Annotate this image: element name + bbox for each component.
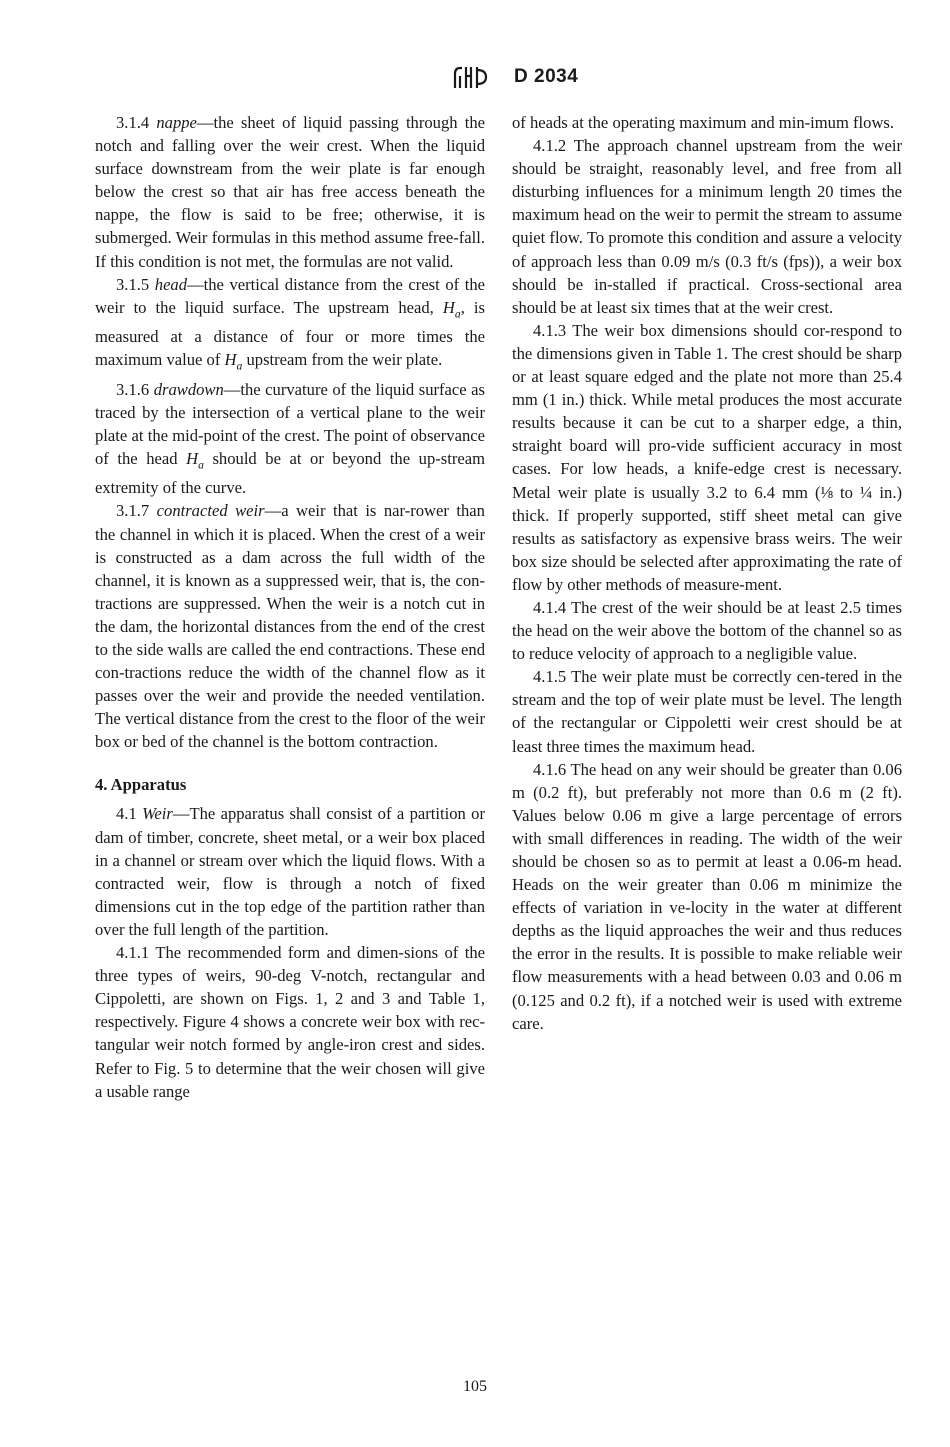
- variable-ha: $H_a$: [224, 350, 243, 373]
- definition-text: should be at or beyond the up-stream extremity of the curve.: [95, 448, 485, 498]
- page-footer: [0, 1378, 950, 1396]
- section-number: 3.1.7: [116, 501, 150, 521]
- em-dash: —: [223, 379, 241, 399]
- paragraph-text: The approach channel upstream from the weir should be straight, reasonably level, and free from all disturbing influences for a minimum length 20 times the maximum head on the weir to permit the stream to assume quiet flow. To promote this condition and assure a velocity of approach less than 0.09 m/s (0.3 ft/s (fps)), a weir box should be in-stalled if practical. Cross-sectional area should be at least six times that at the weir crest.: [512, 136, 902, 317]
- section-3-1-4: [95, 111, 485, 273]
- definition-text: the sheet of liquid passing through the notch and falling over the weir crest. When the liquid surface downstream from the weir plate is far enough below the crest so that air has free access beneath the nappe, the flow is said to be free; otherwise, it is submerged. Weir formulas in this method assume free-fall. If this condition is not met, the formulas are not valid.: [95, 113, 485, 271]
- term-drawdown: drawdown: [153, 379, 224, 399]
- section-number: 4.1.6: [533, 759, 567, 779]
- definition-text: a weir that is nar-rower than the channel in which it is placed. When the crest of a weir is constructed as a dam across the full width of the channel, it is known as a suppressed weir, that is, the con-tractions are suppressed. When the weir is a notch cut in the dam, the horizontal distances from the end of the crest to the side walls are called the end contractions. These end con-tractions reduce the width of the channel flow as it passes over the weir and provide the needed ventilation. The vertical distance from the crest to the floor of the weir box or bed of the channel is the bottom contraction.: [95, 501, 485, 752]
- paragraph-text: The crest of the weir should be at least 2.5 times the head on the weir above the bottom of the channel so as to reduce velocity of approach to a negligible value.: [512, 597, 902, 664]
- section-number: 4.1.3: [533, 320, 567, 340]
- definition-text: , is measured at a distance of four or more times the maximum value of: [95, 297, 485, 370]
- section-4-1-4: [512, 596, 902, 665]
- variable-ha: $H_a$: [442, 297, 461, 321]
- paragraph-text: The recommended form and dimen-sions of the three types of weirs, 90-deg V-notch, rectangular and Cippoletti, are shown on Figs. 1, 2 and 3 and Table 1, respectively. Figure 4 shows a concrete weir box with rec-tangular weir notch formed by angle-iron crest and sides. Refer to Fig. 5 to determine that the weir chosen will give a usable range: [95, 943, 486, 1101]
- term-nappe: nappe: [156, 113, 197, 132]
- term-weir: Weir: [142, 804, 173, 824]
- section-4-1: [95, 802, 485, 941]
- section-4-1-3: [512, 319, 902, 596]
- em-dash: —: [264, 501, 282, 521]
- variable-ha: $H_a$: [186, 448, 204, 472]
- page-number: 105: [463, 1378, 487, 1395]
- definition-text: the vertical distance from the crest of the weir to the liquid surface. The upstream head,: [95, 274, 485, 317]
- left-column: [95, 111, 485, 1103]
- em-dash: —: [172, 804, 190, 824]
- section-heading-apparatus: 4. Apparatus: [95, 775, 187, 795]
- section-number: 4.1.1: [116, 943, 150, 963]
- paragraph-text: The apparatus shall consist of a partition or dam of timber, concrete, sheet metal, or a weir box placed in a channel or stream over which the liquid flows. With a contracted weir, flow is through a notch of fixed dimensions cut in the top edge of the partition rather than over the full length of the partition.: [95, 804, 485, 939]
- section-3-1-6: [95, 378, 485, 500]
- right-column: [512, 111, 902, 1035]
- section-number: 4.1.2: [533, 136, 567, 156]
- section-number: 4.1.4: [533, 597, 567, 617]
- em-dash: —: [187, 274, 204, 294]
- section-4-1-5: [512, 665, 902, 757]
- term-contracted-weir: contracted weir: [156, 501, 265, 521]
- paragraph-text: The head on any weir should be greater than 0.06 m (0.2 ft), but preferably not more than 0.6 m (2 ft). Values below 0.06 m give a large percentage of errors with small differences in reading. The width of the weir should be chosen so as to permit at least a 0.06-m head. Heads on the weir greater than 0.06 m minimize the effects of variation in ve-locity in the water at different depths as the liquid approaches the weir and thus reduces the error in the results. It is possible to make reliable weir flow measurements with a head between 0.03 and 0.06 m (0.125 and 0.2 ft), if a notched weir is used with extreme care.: [512, 759, 902, 1033]
- term-head: head: [154, 274, 188, 294]
- definition-text: upstream from the weir plate.: [246, 350, 443, 370]
- page-header: [0, 62, 950, 92]
- paragraph-text: The weir plate must be correctly cen-tered in the stream and the top of weir plate must be level. The length of the rectangular or Cippoletti weir crest should be at least three times the maximum head.: [512, 667, 902, 756]
- section-number: 4.1: [116, 804, 137, 824]
- em-dash: —: [196, 113, 214, 132]
- section-number: 3.1.6: [116, 379, 150, 399]
- section-4-1-6: [512, 758, 902, 1035]
- section-3-1-5: [95, 273, 485, 378]
- paragraph-text: The weir box dimensions should cor-respond to the dimensions given in Table 1. The crest should be sharp or at least square edged and the plate not more than 25.4 mm (1 in.) thick. While metal produces the most accurate results because it can be cut to a sharper edge, a thin, straight board will pro-vide sufficient accuracy in most cases. For low heads, a knife-edge crest is necessary. Metal weir plate is usually 3.2 to 6.4 mm (⅛ to ¼ in.) thick. If properly supported, stiff sheet metal can give results as satisfactory as expensive brass weirs. The weir box size should be selected after approximating the rate of flow by other methods of measure-ment.: [512, 320, 902, 594]
- section-number: 4.1.5: [533, 667, 567, 687]
- section-4-1-1: [95, 941, 485, 1103]
- section-number: 3.1.5: [116, 274, 150, 294]
- section-number: 3.1.4: [116, 113, 150, 132]
- section-3-1-7: [95, 499, 485, 753]
- section-4-1-2: [512, 134, 902, 319]
- definition-text: the curvature of the liquid surface as traced by the intersection of a vertical plane to the weir plate at the mid-point of the crest. The point of observance of the head: [95, 379, 485, 468]
- astm-logo-icon: [452, 64, 490, 90]
- section-4-1-1-continued: of heads at the operating maximum and min-imum flows.: [512, 113, 895, 132]
- document-number: D 2034: [514, 66, 579, 87]
